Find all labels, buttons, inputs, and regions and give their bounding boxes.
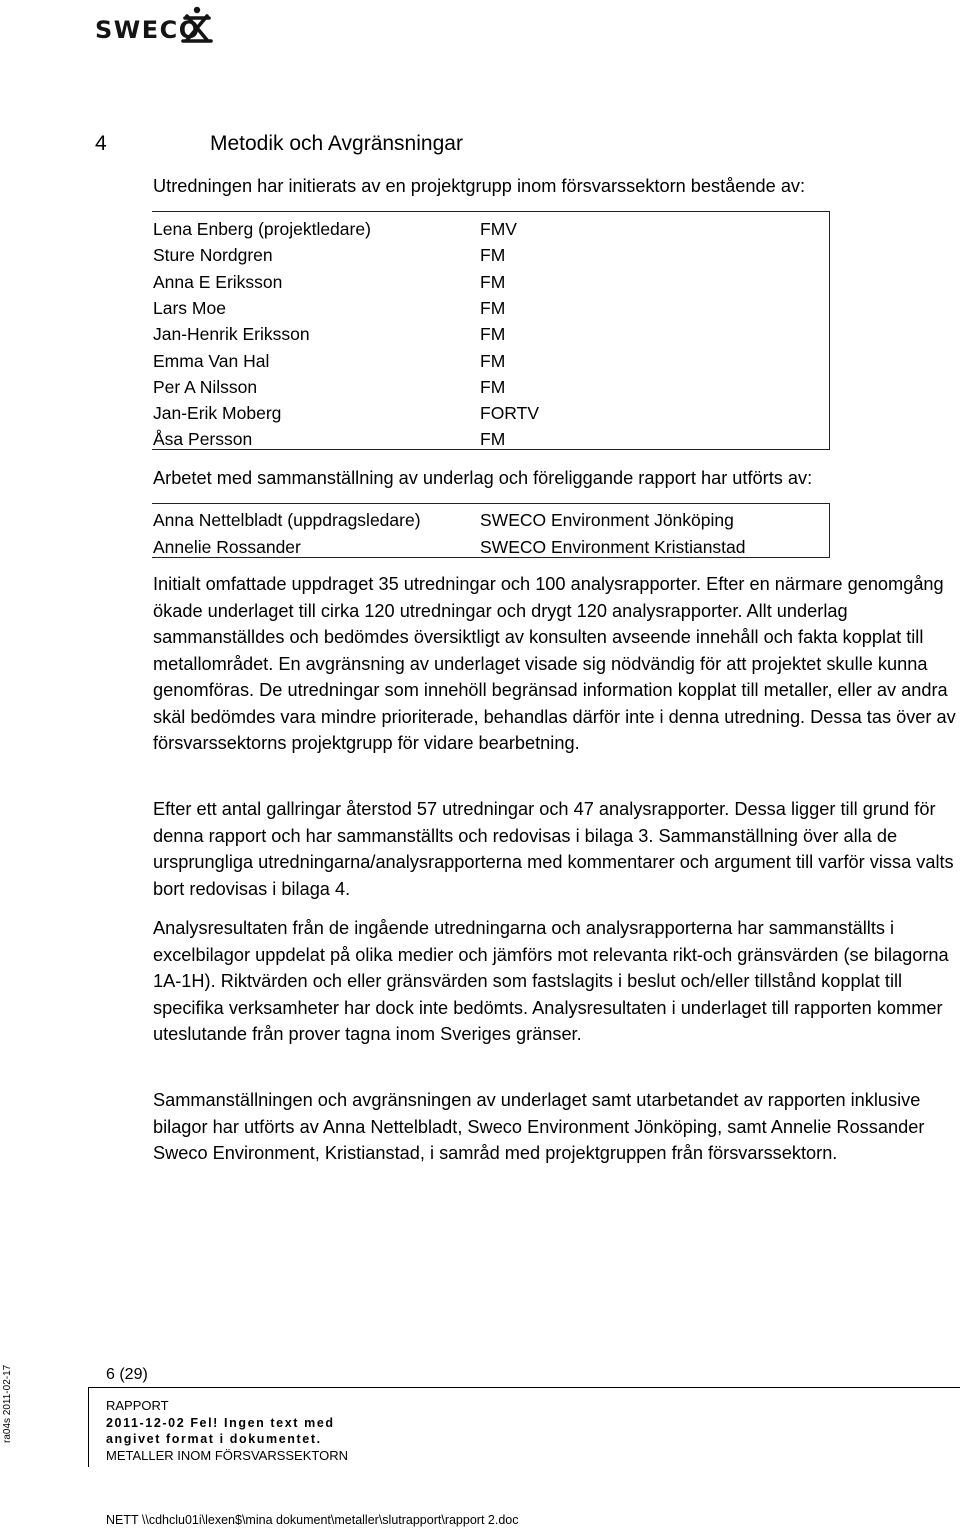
member-name: Lena Enberg (projektledare) xyxy=(153,219,371,239)
project-group-table xyxy=(152,211,830,450)
footer-vertical-divider xyxy=(88,1387,89,1467)
template-code: ra04s 2011-02-17 xyxy=(2,1364,13,1443)
footer-doc-title: METALLER INOM FÖRSVARSSEKTORN xyxy=(106,1447,348,1463)
file-path: NETT \\cdhclu01i\lexen$\mina dokument\metaller\slutrapport\rapport 2.doc xyxy=(106,1513,519,1527)
performed-intro-text: Arbetet med sammanställning av underlag och föreliggande rapport har utförts av: xyxy=(153,468,813,488)
body-paragraph-3: Analysresultaten från de ingående utredningarna och analysrapporterna har sammanställts i excelbilagor uppdelat på olika medier och jämförs mot relevanta rikt-och gränsvärden (se bilagorna 1A-1H). Riktvärden och eller gränsvärden som fastslagits i beslut och/eller tillstånd kopplat till specifika verksamheter har dock inte bedömts. Analysresultaten i underlaget till rapporten kommer uteslutande från prover tagna inom Sveriges gränser. xyxy=(153,918,949,1044)
member-org: FM xyxy=(480,376,506,397)
performer-org: SWECO Environment Kristianstad xyxy=(480,536,746,557)
member-name: Jan-Henrik Eriksson xyxy=(153,324,310,345)
member-org: FM xyxy=(480,297,506,318)
member-name: Åsa Persson xyxy=(153,429,253,450)
section-title: Metodik och Avgränsningar xyxy=(210,132,463,155)
member-name: Sture Nordgren xyxy=(153,245,273,266)
footer-date-line-2: angivet format i dokumentet. xyxy=(106,1432,322,1446)
performer-name: Anna Nettelbladt (uppdragsledare) xyxy=(153,510,421,530)
section-number: 4 xyxy=(95,132,107,155)
body-paragraph-2: Efter ett antal gallringar återstod 57 utredningar och 47 analysrapporter. Dessa ligger till grund för denna rapport och har sammanställts och redovisas i bilaga 3. Sammanställning över alla de ursprungliga utredningarna/analysrapporterna med kommentarer och argument till varför vissa valts bort redovisas i bilaga 4. xyxy=(153,799,954,899)
performer-org: SWECO Environment Jönköping xyxy=(480,510,734,530)
member-org: FM xyxy=(480,350,506,371)
member-org: FMV xyxy=(480,219,517,239)
member-name: Per A Nilsson xyxy=(153,376,258,397)
member-org: FM xyxy=(480,324,506,345)
member-name: Lars Moe xyxy=(153,297,226,318)
footer-doc-type: RAPPORT xyxy=(106,1398,169,1413)
member-org: FM xyxy=(480,245,506,266)
performers-table xyxy=(152,503,830,558)
page-number: 6 (29) xyxy=(106,1366,148,1383)
member-name: Jan-Erik Moberg xyxy=(153,403,282,424)
footer-doc-info xyxy=(106,1398,406,1464)
member-org: FM xyxy=(480,429,506,450)
member-org: FORTV xyxy=(480,403,539,424)
member-name: Emma Van Hal xyxy=(153,350,270,371)
body-paragraph-4: Sammanställningen och avgränsningen av underlaget samt utarbetandet av rapporten inklusive bilagor har utförts av Anna Nettelbladt, Sweco Environment Jönköping, samt Annelie Rossander Sweco Environment, Kristianstad, i samråd med projektgruppen från försvarssektorn. xyxy=(153,1090,925,1163)
performer-name: Annelie Rossander xyxy=(153,536,301,557)
member-org: FM xyxy=(480,271,506,292)
sweco-figure-icon xyxy=(179,6,215,44)
footer-divider xyxy=(88,1387,960,1388)
member-name: Anna E Eriksson xyxy=(153,271,283,292)
intro-text: Utredningen har initierats av en projektgrupp inom försvarssektorn bestående av: xyxy=(153,176,806,196)
footer-date-line: 2011-12-02 Fel! Ingen text med xyxy=(106,1415,335,1430)
logo-wordmark: SWECO xyxy=(95,16,201,44)
body-paragraph-1: Initialt omfattade uppdraget 35 utredningar och 100 analysrapporter. Efter en närmare genomgång ökade underlaget till cirka 120 utredningar och drygt 120 analysrapporter. Allt underlag sammanställdes och bedömdes översiktligt av konsulten avseende innehåll och fakta kopplat till metallområdet. En avgränsning av underlaget visade sig nödvändig för att projektet skulle kunna genomföras. De utredningar som innehöll begränsad information kopplat till metaller, eller av andra skäl bedömdes vara mindre prioriterade, behandlas därför inte i denna utredning. Dessa tas över av försvarssektorns projektgrupp för vidare bearbetning. xyxy=(153,574,956,753)
